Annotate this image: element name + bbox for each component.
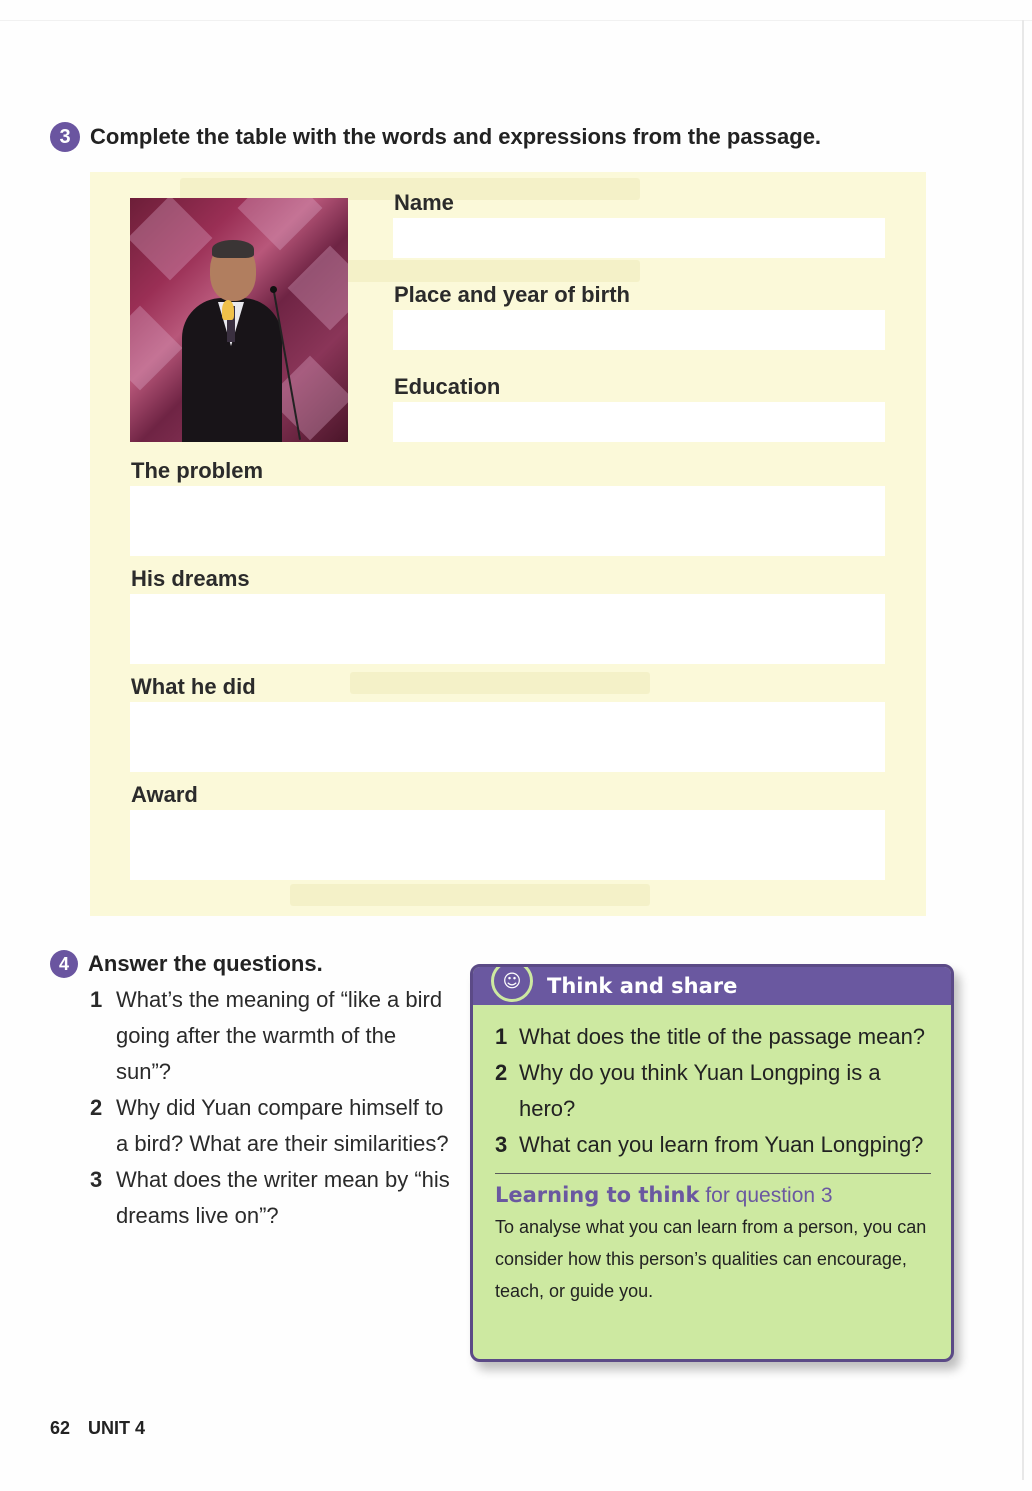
bleed-through-line: [290, 884, 650, 906]
think-question-list: [473, 1005, 951, 1163]
unit-label: UNIT 4: [88, 1418, 146, 1438]
think-question-text: Why do you think Yuan Longping is a hero?: [519, 1060, 881, 1121]
label-birth: Place and year of birth: [394, 282, 630, 307]
page-number: 62: [50, 1418, 71, 1438]
label-dreams: His dreams: [131, 566, 250, 591]
what-he-did-field[interactable]: [130, 702, 885, 772]
question-item: [90, 1090, 450, 1162]
learning-to-think-heading: [495, 1180, 931, 1211]
question-number: 2: [90, 1095, 103, 1120]
page-footer: [50, 1418, 145, 1439]
learning-to-think: [473, 1174, 951, 1307]
yuan-longping-photo: [130, 198, 348, 442]
bleed-through-line: [350, 672, 650, 694]
label-education: Education: [394, 374, 501, 399]
page-edge: [1022, 20, 1024, 1480]
question-text: What does the writer mean by “his dreams live on”?: [116, 1167, 450, 1228]
question-number: 1: [90, 987, 103, 1012]
learning-to-think-text: To analyse what you can learn from a person, you can consider how this person’s qualities can encourage, teach, or guide you.: [495, 1217, 927, 1301]
name-field[interactable]: [393, 218, 885, 258]
education-field[interactable]: [393, 402, 885, 442]
think-question-text: What does the title of the passage mean?: [519, 1024, 926, 1049]
think-and-share-header: [473, 967, 951, 1005]
exercise-4-instruction: Answer the questions.: [88, 951, 323, 976]
question-text: Why did Yuan compare himself to a bird? What are their similarities?: [116, 1095, 449, 1156]
question-item: [90, 982, 450, 1090]
learning-to-think-label: Learning to think: [495, 1183, 700, 1207]
problem-field[interactable]: [130, 486, 885, 556]
birth-field[interactable]: [393, 310, 885, 350]
think-and-share-title: Think and share: [547, 974, 738, 998]
question-item: [90, 1162, 450, 1234]
think-question-item: [495, 1019, 931, 1055]
learning-to-think-suffix: for question 3: [699, 1184, 833, 1207]
think-question-number: 2: [495, 1060, 508, 1085]
page-top-rule: [0, 20, 1032, 21]
think-question-number: 1: [495, 1024, 508, 1049]
think-question-number: 3: [495, 1132, 508, 1157]
exercise-number-badge: 4: [50, 950, 78, 978]
question-list: [90, 982, 450, 1234]
award-field[interactable]: [130, 810, 885, 880]
thinking-head-icon: ☺: [491, 964, 533, 1002]
label-award: Award: [131, 782, 198, 807]
bleed-through-line: [340, 260, 640, 282]
dreams-field[interactable]: [130, 594, 885, 664]
label-what-he-did: What he did: [131, 674, 256, 699]
exercise-4-header: [50, 950, 323, 978]
think-question-text: What can you learn from Yuan Longping?: [519, 1132, 924, 1157]
label-name: Name: [394, 190, 454, 215]
think-and-share-box: [470, 964, 954, 1362]
think-question-item: [495, 1127, 931, 1163]
question-text: What’s the meaning of “like a bird going after the warmth of the sun”?: [116, 987, 443, 1084]
exercise-3-header: [50, 122, 821, 152]
exercise-3-instruction: Complete the table with the words and expressions from the passage.: [90, 124, 822, 149]
label-problem: The problem: [131, 458, 264, 483]
think-question-item: [495, 1055, 931, 1127]
exercise-number-badge: 3: [50, 122, 80, 152]
question-number: 3: [90, 1167, 103, 1192]
